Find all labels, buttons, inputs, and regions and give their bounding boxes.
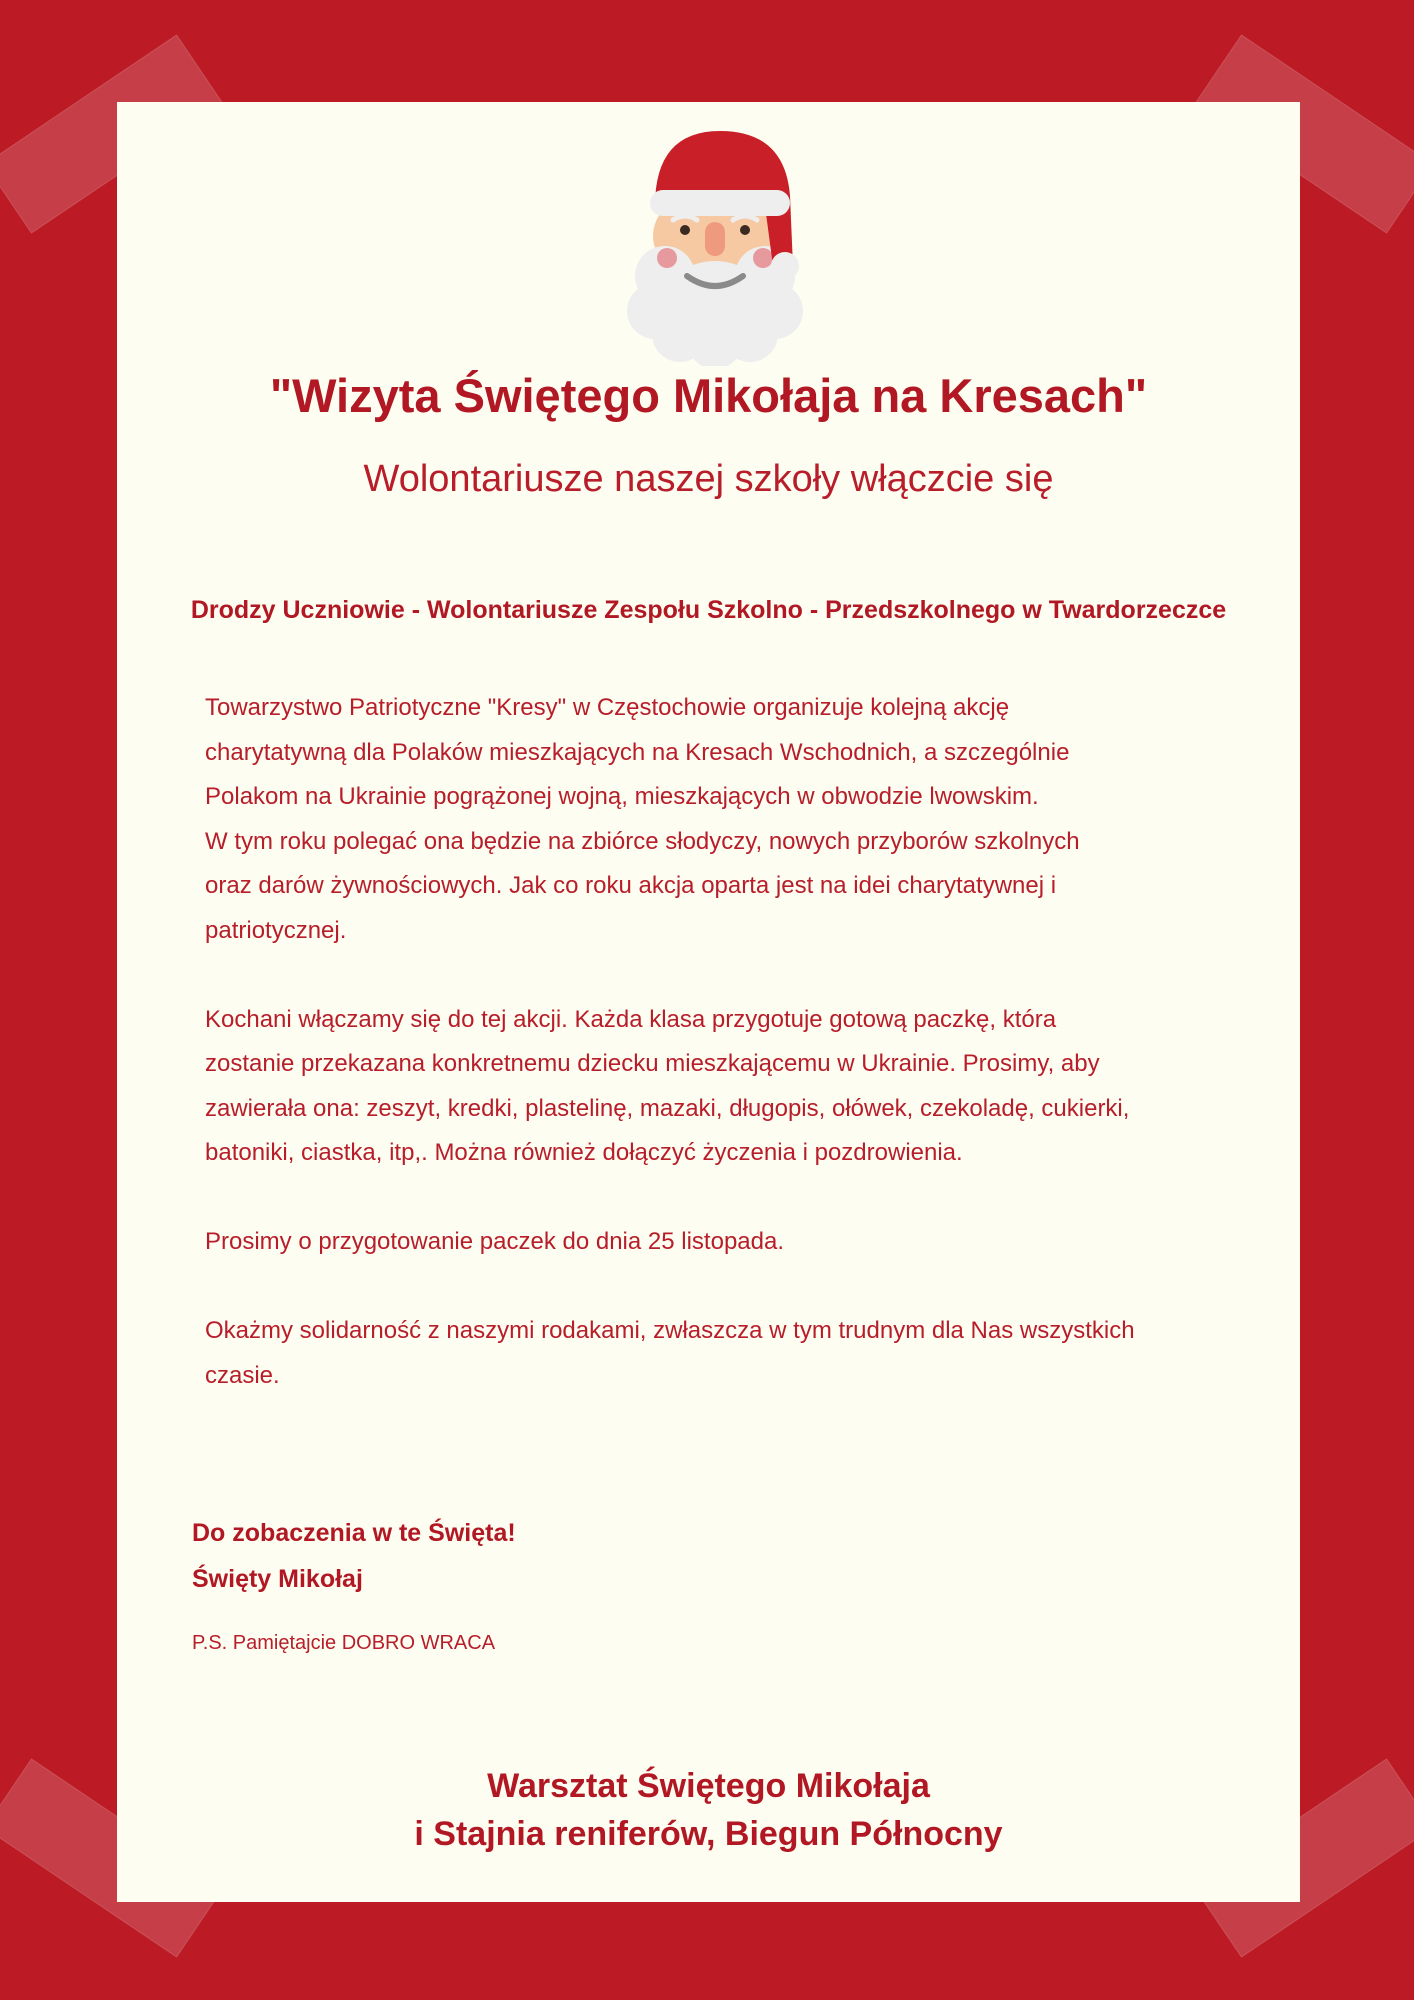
body-line: W tym roku polegać ona będzie na zbiórce słodyczy, nowych przyborów szkolnych (205, 827, 1080, 855)
footer-address (117, 1762, 1300, 1858)
body-line: zostanie przekazana konkretnemu dziecku mieszkającemu w Ukrainie. Prosimy, aby (205, 1050, 1100, 1077)
santa-face-icon (625, 126, 815, 366)
body-line: Towarzystwo Patriotyczne "Kresy" w Częstochowie organizuje kolejną akcję (205, 694, 1010, 721)
signature-closing: Do zobaczenia w te Święta! (192, 1519, 516, 1547)
page-title: "Wizyta Świętego Mikołaja na Kresach" (269, 369, 1148, 422)
letter-body (205, 686, 1245, 1398)
body-line: Kochani włączamy się do tej akcji. Każda klasa przygotuje gotową paczkę, która (205, 1005, 1057, 1033)
body-line: czasie. (205, 1361, 280, 1389)
body-line: zawierała ona: zeszyt, kredki, plastelinę, mazaki, długopis, ołówek, czekoladę, cukierki, (205, 1094, 1130, 1122)
letter-paper (117, 102, 1300, 1902)
body-line: patriotycznej. (205, 916, 347, 944)
signature-name: Święty Mikołaj (192, 1565, 363, 1593)
deadline-line: Prosimy o przygotowanie paczek do dnia 25 listopada. (205, 1228, 784, 1255)
postscript: P.S. Pamiętajcie DOBRO WRACA (192, 1632, 496, 1654)
signature-block (192, 1510, 516, 1602)
footer-line: Warsztat Świętego Mikołaja (487, 1767, 930, 1805)
page-subtitle: Wolontariusze naszej szkoły włączcie się (363, 458, 1054, 500)
footer-line: i Stajnia reniferów, Biegun Północny (414, 1815, 1003, 1853)
body-line: Okażmy solidarność z naszymi rodakami, zwłaszcza w tym trudnym dla Nas wszystkich (205, 1317, 1135, 1344)
body-line: oraz darów żywnościowych. Jak co roku akcja oparta jest na idei charytatywnej i (205, 872, 1057, 899)
body-line: charytatywną dla Polaków mieszkających na Kresach Wschodnich, a szczególnie (205, 738, 1070, 766)
greeting-heading: Drodzy Uczniowie - Wolontariusze Zespołu Szkolno - Przedszkolnego w Twardorzeczce (190, 596, 1227, 624)
body-line: Polakom na Ukrainie pogrążonej wojną, mieszkających w obwodzie lwowskim. (205, 783, 1039, 810)
body-line: batoniki, ciastka, itp,. Można również dołączyć życzenia i pozdrowienia. (205, 1139, 963, 1166)
